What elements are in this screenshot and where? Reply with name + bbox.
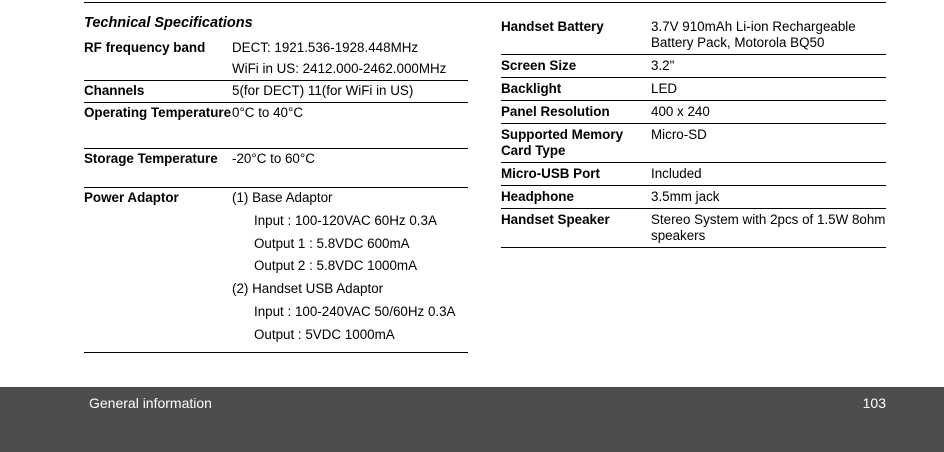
table-row xyxy=(501,16,886,55)
table-row xyxy=(501,124,886,163)
spec-label: Operating Temperature xyxy=(84,103,232,149)
spec-label: Power Adaptor xyxy=(84,188,232,353)
table-row xyxy=(501,101,886,124)
spec-value: Input : 100-120VAC 60Hz 0.3A xyxy=(254,213,437,228)
page-footer xyxy=(0,387,944,452)
table-row xyxy=(84,188,468,353)
spec-value: WiFi in US: 2412.000-2462.000MHz xyxy=(232,59,468,81)
spec-value: 3.2" xyxy=(651,55,886,78)
spec-label: Storage Temperature xyxy=(84,149,232,188)
spec-label: Headphone xyxy=(501,186,651,209)
table-row xyxy=(501,163,886,186)
section-title: Technical Specifications xyxy=(84,15,253,31)
spec-label: RF frequency band xyxy=(84,40,206,55)
spec-table-left xyxy=(84,38,468,353)
spec-value: Output : 5VDC 1000mA xyxy=(254,326,395,342)
spec-value: (2) Handset USB Adaptor xyxy=(232,281,384,297)
spec-value: 3.5mm jack xyxy=(651,186,886,209)
table-row xyxy=(501,209,886,248)
table-row xyxy=(501,55,886,78)
spec-value: Included xyxy=(651,163,886,186)
table-row xyxy=(84,149,468,188)
page-number: 103 xyxy=(862,395,886,411)
spec-value: 400 x 240 xyxy=(651,101,886,124)
top-rule xyxy=(84,2,886,3)
table-row xyxy=(84,38,468,59)
spec-value: -20°C to 60°C xyxy=(232,149,468,188)
spec-value: LED xyxy=(651,78,886,101)
spec-label: Handset Speaker xyxy=(501,209,651,248)
spec-label: Screen Size xyxy=(501,55,651,78)
spec-label: Backlight xyxy=(501,78,651,101)
spec-value: 3.7V 910mAh Li-ion Rechargeable Battery Pack, Motorola BQ50 xyxy=(651,16,886,55)
spec-label: Panel Resolution xyxy=(501,101,651,124)
spec-value: Output 1 : 5.8VDC 600mA xyxy=(254,235,410,251)
power-adaptor-values xyxy=(232,188,468,353)
table-row xyxy=(84,59,468,81)
spec-label: Micro-USB Port xyxy=(501,163,651,186)
table-row xyxy=(84,81,468,103)
spec-value: DECT: 1921.536-1928.448MHz xyxy=(232,40,419,55)
spec-label: Handset Battery xyxy=(501,16,651,55)
spec-value: 5(for DECT) 11(for WiFi in US) xyxy=(232,81,468,103)
spec-value: Micro-SD xyxy=(651,124,886,163)
table-row xyxy=(501,186,886,209)
spec-label: Channels xyxy=(84,81,232,103)
spec-value: Output 2 : 5.8VDC 1000mA xyxy=(254,258,418,274)
footer-section-name: General information xyxy=(89,395,212,411)
spec-value: 0°C to 40°C xyxy=(232,103,468,149)
spec-label: Supported Memory Card Type xyxy=(501,124,651,163)
table-row xyxy=(84,103,468,149)
spec-value: Stereo System with 2pcs of 1.5W 8ohm speakers xyxy=(651,209,886,248)
spec-table-right xyxy=(501,16,886,248)
spec-value: (1) Base Adaptor xyxy=(232,190,333,205)
spec-value: Input : 100-240VAC 50/60Hz 0.3A xyxy=(254,303,456,319)
table-row xyxy=(501,78,886,101)
